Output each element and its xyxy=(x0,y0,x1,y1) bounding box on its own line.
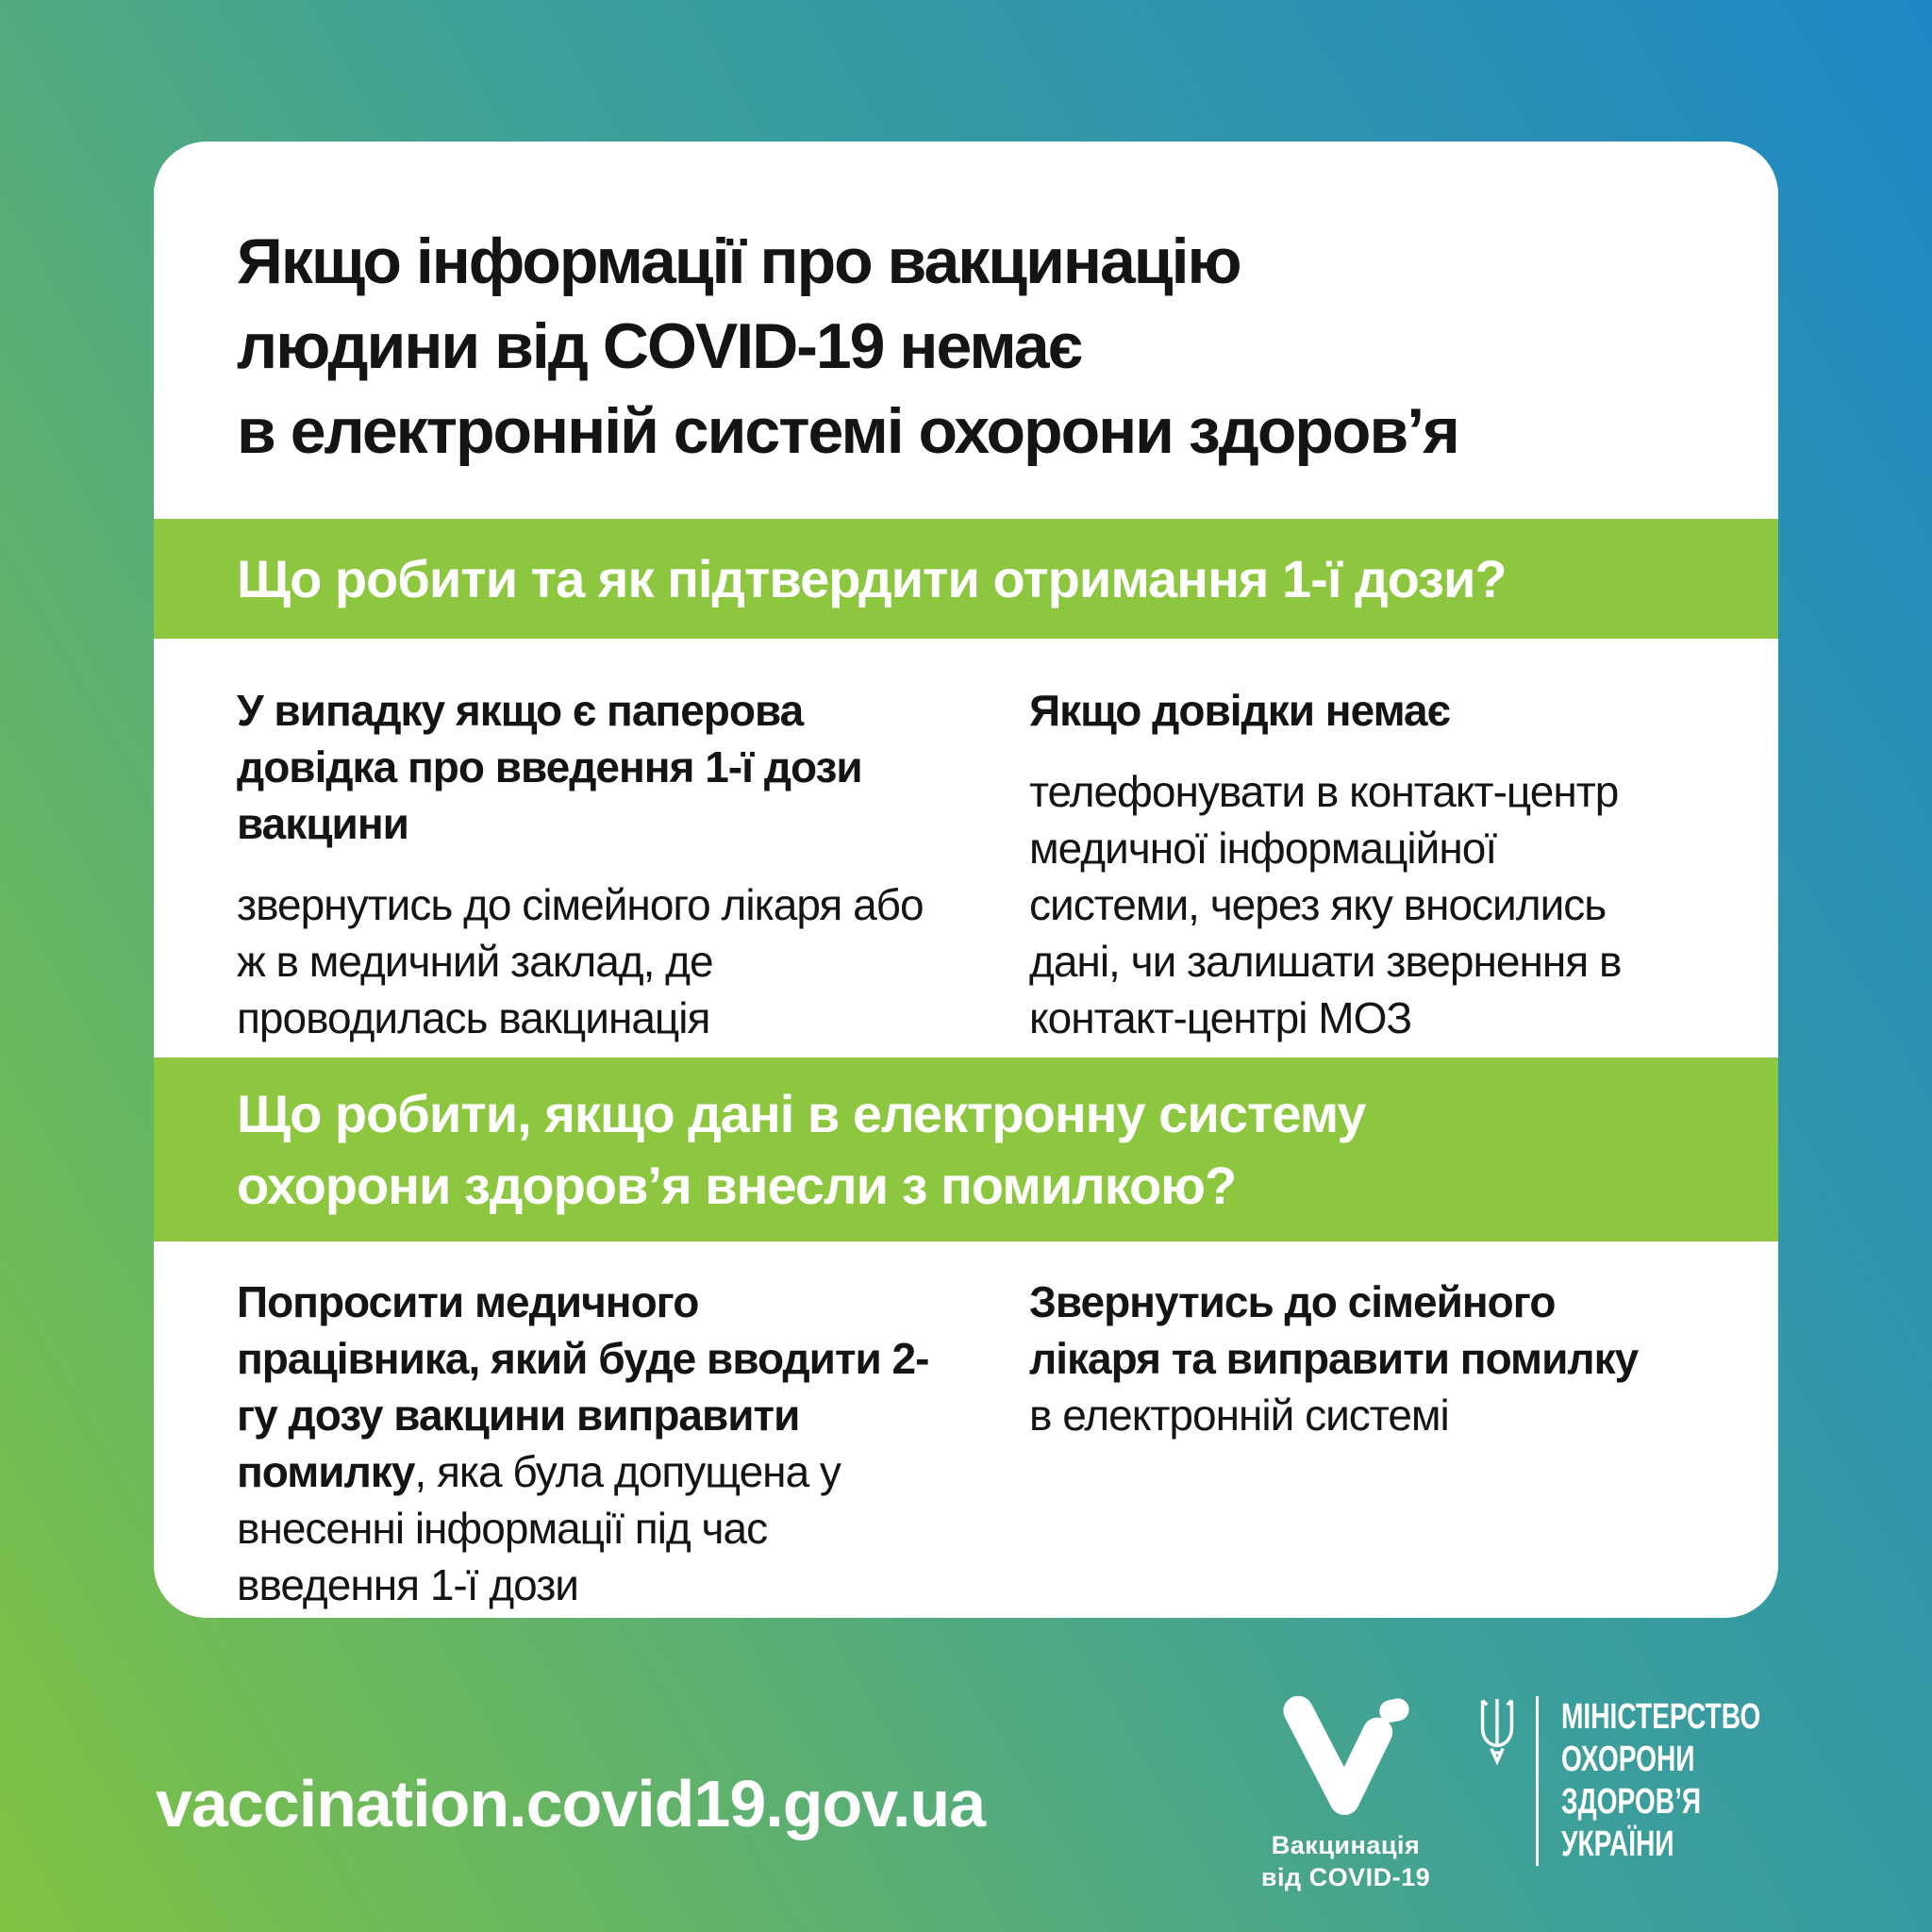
section2-banner-line-1: Що робити, якщо дані в електронну систему xyxy=(237,1083,1366,1143)
title-line-3: в електронній системі охорони здоров’я xyxy=(237,395,1458,467)
vaccination-caption-line-2: від COVID-19 xyxy=(1260,1863,1431,1891)
section1-right-heading: Якщо довідки немає xyxy=(1029,686,1450,735)
ministry-name-line-1: МІНІСТЕРСТВО xyxy=(1561,1697,1761,1737)
vaccination-caption-line-1: Вакцинація xyxy=(1271,1831,1421,1859)
ministry-of-health-logo xyxy=(1474,1696,1830,1866)
ministry-name-line-4: УКРАЇНИ xyxy=(1561,1824,1674,1864)
section2-columns xyxy=(154,1241,1778,1613)
website-url[interactable]: vaccination.covid19.gov.ua xyxy=(156,1767,986,1840)
vaccination-logo xyxy=(1258,1694,1433,1893)
section2-left-bold-text: Попросити медичного працівника, який буде вводити 2-гу дозу вакцини виправити помилку xyxy=(237,1277,929,1496)
page-title xyxy=(154,142,1778,519)
section2-right-regular-text: в електронній системі xyxy=(1029,1391,1449,1440)
vaccination-logo-caption xyxy=(1261,1829,1430,1893)
logo-divider-line xyxy=(1536,1696,1539,1866)
title-line-2: людини від COVID-19 немає xyxy=(237,310,1082,382)
section1-left-heading: У випадку якщо є паперова довідка про введення 1-ї дози вакцини xyxy=(237,686,862,848)
ministry-name-line-2: ОХОРОНИ xyxy=(1561,1740,1695,1779)
section2-right-paragraph xyxy=(1029,1274,1652,1443)
section1-right-body: телефонувати в контакт-центр медичної інформаційної системи, через яку вносились дані, чи залишати звернення в контакт-центрі МОЗ xyxy=(1029,767,1622,1042)
section1-left-column xyxy=(237,682,944,1058)
ministry-name xyxy=(1561,1696,1760,1866)
section2-left-column xyxy=(237,1274,944,1613)
section2-right-column xyxy=(1029,1274,1652,1613)
section2-left-paragraph xyxy=(237,1274,944,1613)
section1-columns xyxy=(154,639,1778,1058)
section1-left-body: звернутись до сімейного лікаря або ж в медичний заклад, де проводилась вакцинація xyxy=(237,880,924,1042)
section2-left-regular-text: , яка була допущена у внесенні інформації під час введення 1-ї дози xyxy=(237,1447,841,1609)
section2-banner xyxy=(154,1058,1778,1241)
v-check-icon xyxy=(1279,1694,1413,1820)
section1-banner-text: Що робити та як підтвердити отримання 1-ї дози? xyxy=(237,548,1507,608)
section2-right-bold-text: Звернутись до сімейного лікаря та виправити помилку xyxy=(1029,1277,1639,1383)
section2-banner-line-2: охорони здоров’я внесли з помилкою? xyxy=(237,1155,1237,1215)
title-line-1: Якщо інформації про вакцинацію xyxy=(237,225,1241,297)
section1-banner xyxy=(154,519,1778,639)
info-card xyxy=(154,142,1778,1618)
ministry-name-line-3: ЗДОРОВ’Я xyxy=(1561,1782,1702,1822)
section1-right-column xyxy=(1029,682,1652,1058)
tryzub-icon xyxy=(1474,1696,1521,1771)
